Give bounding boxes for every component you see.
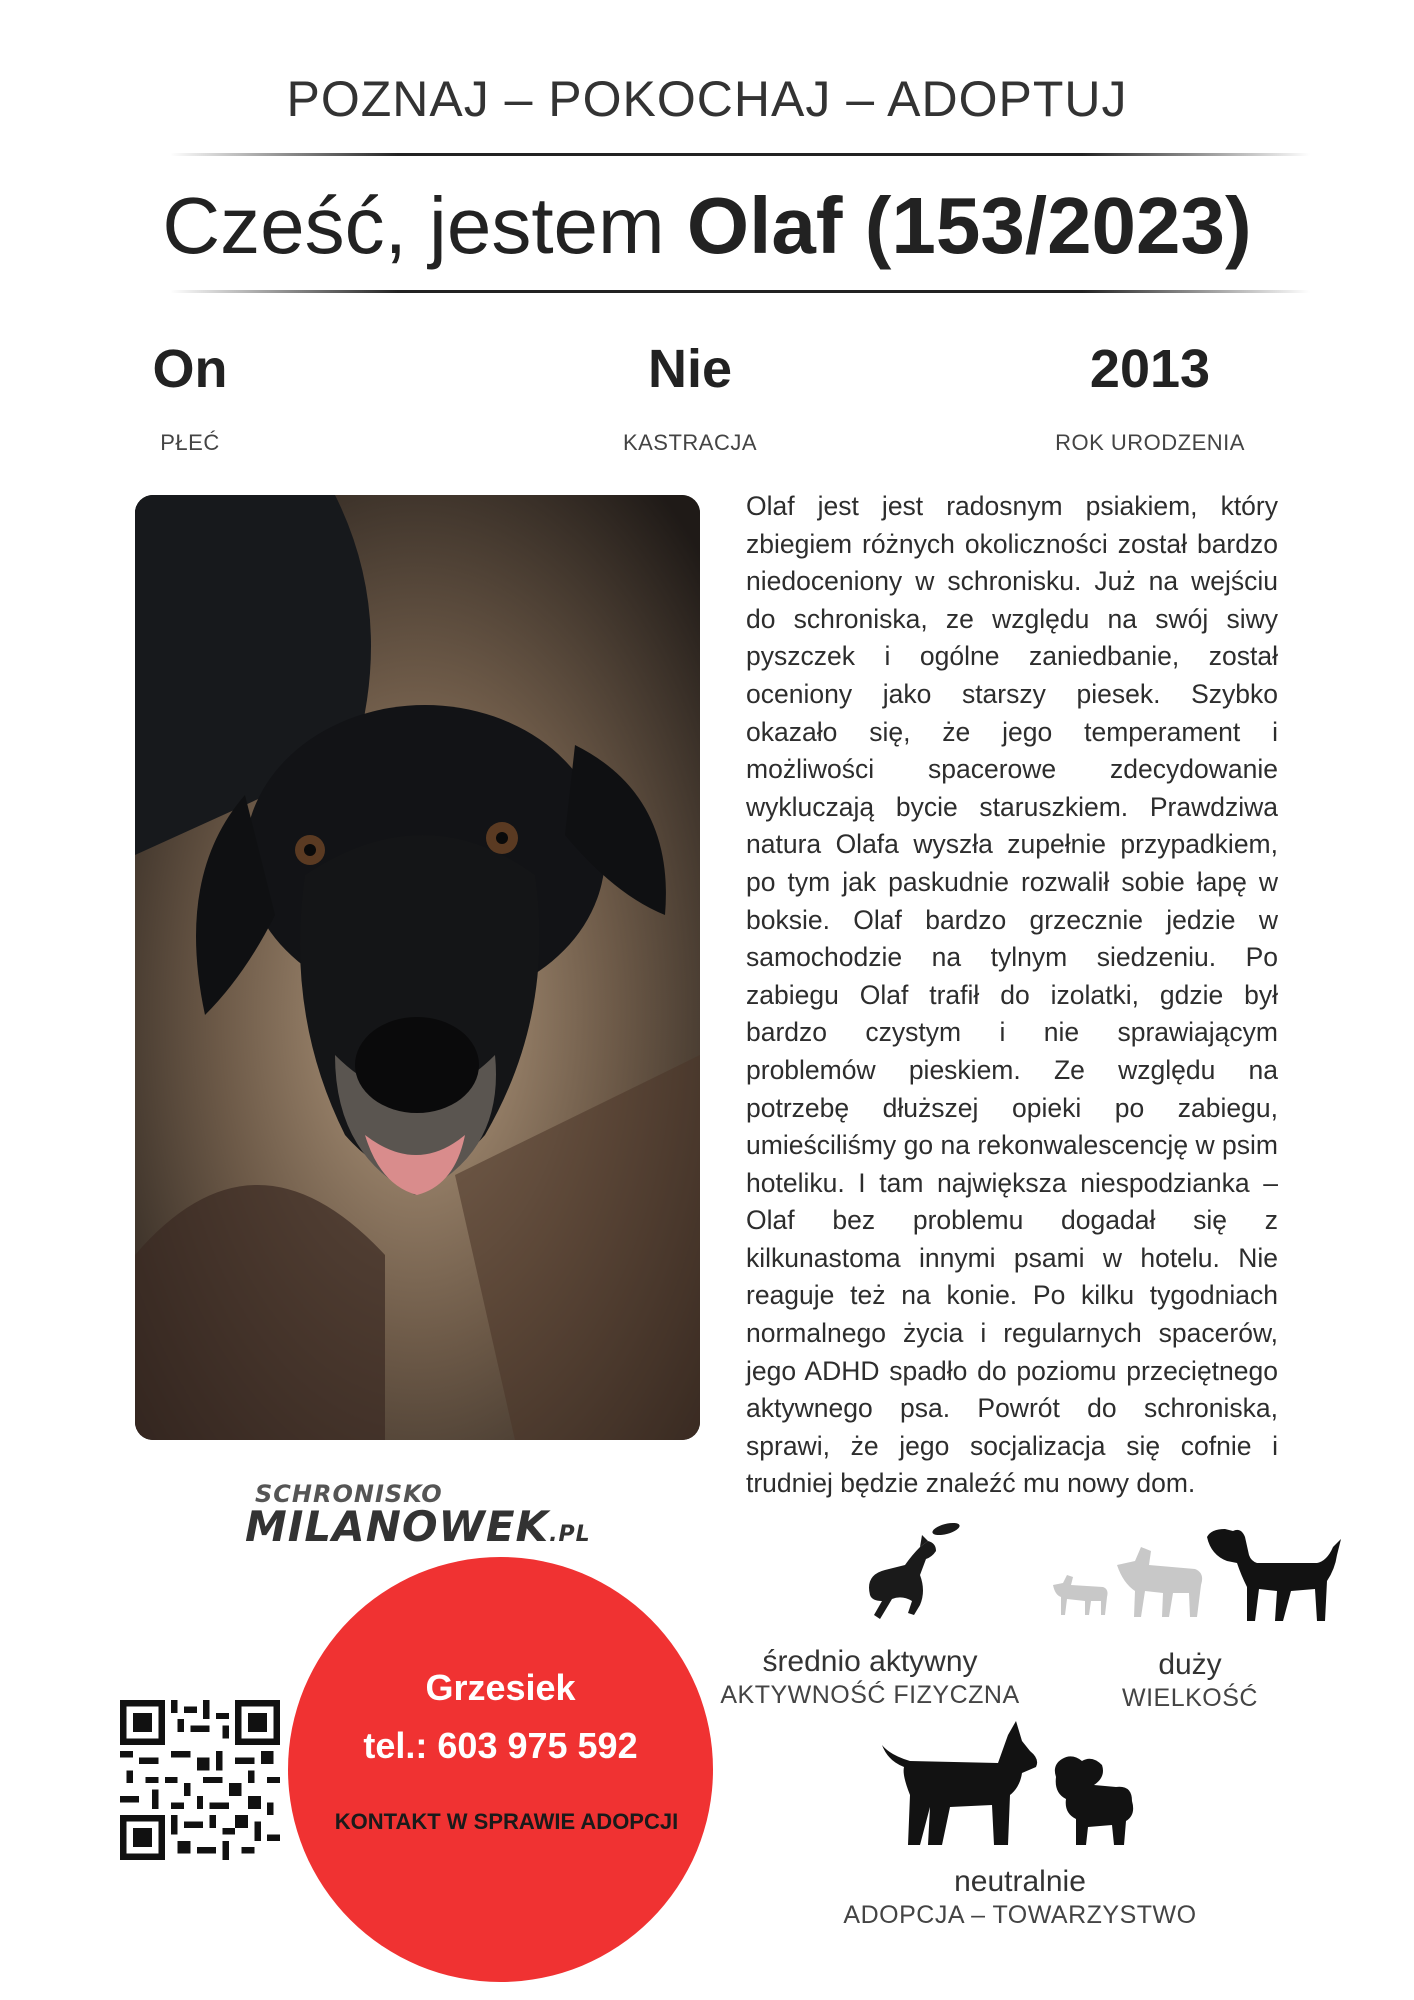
stat-birth-year [1020, 338, 1280, 456]
companionship-attribute [830, 1865, 1210, 1930]
stat-castration-label: KASTRACJA [622, 430, 758, 455]
logo-line1: SCHRONISKO [255, 1480, 443, 1508]
stat-birth-year-label: ROK URODZENIA [1055, 430, 1245, 455]
contact-circle [288, 1557, 713, 1982]
dog-photo [135, 495, 700, 1440]
page-title [0, 180, 1414, 272]
qr-code[interactable] [120, 1700, 280, 1860]
contact-phone[interactable]: tel.: 603 975 592 [363, 1725, 638, 1766]
companionship-label: ADOPCJA – TOWARZYSTWO [843, 1901, 1197, 1929]
description: Olaf jest jest radosnym psiakiem, który zbiegiem różnych okoliczności został bardzo niedoceniony w schronisku. Już na wejściu do schroniska, ze względu na swój siwy pyszczek i ogólne zaniedbanie, został oceniony jako starszy piesek. Szybko okazało się, że jego temperament i możliwości spacerowe zdecydowanie wykluczają bycie staruszkiem. Prawdziwa natura Olafa wyszła zupełnie przypadkiem, po tym jak paskudnie rozwalił sobie łapę w boksie. Olaf bardzo grzecznie jedzie w samochodzie na tylnym siedzeniu. Po zabiegu Olaf trafił do izolatki, gdzie był bardzo czystym i nie sprawiającym problemów pieskiem. Ze względu na potrzebę dłuższej opieki po zabiegu, umieściliśmy go na rekonwalescencję w psim hoteliku. I tam największa niespodzianka – Olaf bez problemu dogadał się z kilkunastoma innymi psami w hotelu. Nie reaguje też na konie. Po kilku tygodniach normalnego życia i regularnych spacerów, jego ADHD spadło do poziomu przeciętnego aktywnego psa. Powrót do schroniska, sprawi, że jego socjalizacja się cofnie i trudniej będzie znaleźć mu nowy dom. [746, 491, 1278, 1499]
divider-bottom [170, 290, 1310, 293]
dog-name: Olaf (153/2023) [686, 181, 1252, 270]
activity-attribute [700, 1645, 1040, 1710]
stat-sex-value: On [152, 339, 228, 399]
contact-cta: KONTAKT W SPRAWIE ADOPCJI [334, 1809, 679, 1834]
size-attribute [1090, 1648, 1290, 1713]
stat-castration [590, 338, 790, 456]
dog-size-scale-icon [1045, 1525, 1355, 1645]
logo-suffix: .PL [549, 1522, 591, 1547]
stat-sex-label: PŁEĆ [160, 430, 220, 455]
stat-castration-value: Nie [647, 339, 733, 399]
size-value: duży [1158, 1648, 1222, 1681]
stat-sex [90, 338, 290, 456]
size-label: WIELKOŚĆ [1122, 1684, 1258, 1712]
two-dogs-icon [880, 1715, 1140, 1855]
greeting: Cześć, jestem [162, 181, 665, 270]
companionship-value: neutralnie [954, 1865, 1086, 1898]
activity-label: AKTYWNOŚĆ FIZYCZNA [720, 1681, 1020, 1709]
shelter-logo [245, 1480, 615, 1550]
stat-birth-year-value: 2013 [1089, 339, 1211, 399]
qr-code-graphic [120, 1700, 280, 1860]
logo-line2 [245, 1502, 591, 1551]
contact-name: Grzesiek [425, 1667, 576, 1708]
black-dog-photo [135, 495, 700, 1440]
logo-main: MILANOWEK [245, 1502, 550, 1551]
jumping-dog-frisbee-icon [850, 1515, 970, 1635]
divider-top [170, 153, 1310, 156]
tagline: POZNAJ – POKOCHAJ – ADOPTUJ [286, 71, 1128, 127]
activity-value: średnio aktywny [762, 1645, 978, 1678]
